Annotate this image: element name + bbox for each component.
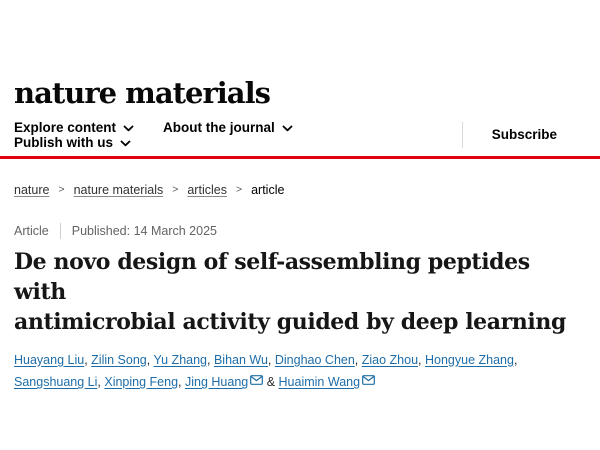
breadcrumb-item-articles[interactable]: articles: [187, 182, 227, 197]
envelope-icon: [250, 375, 263, 385]
article-meta: [14, 223, 586, 239]
envelope-icon: [362, 375, 375, 385]
author-link-zilin-song[interactable]: Zilin Song: [91, 352, 147, 367]
journal-header: [0, 0, 600, 150]
author-link-hongyue-zhang[interactable]: Hongyue Zhang: [424, 352, 514, 367]
breadcrumb-item-article: article: [251, 182, 285, 197]
author-link-huaimin-wang[interactable]: Huaimin Wang: [278, 375, 361, 390]
article-type-label: Article: [14, 223, 49, 238]
nav-item-label: About the journal: [163, 119, 275, 135]
nav-item-label: Subscribe: [491, 127, 557, 143]
journal-logo[interactable]: nature materials: [14, 76, 270, 110]
chevron-down-icon: [282, 125, 293, 132]
article-header: [0, 183, 600, 394]
author-link-yu-zhang[interactable]: Yu Zhang: [153, 352, 207, 367]
nav-item-publish-with-us[interactable]: [14, 135, 131, 150]
breadcrumb-separator: >: [58, 183, 65, 196]
nav-menu: [14, 119, 586, 150]
author-link-ziao-zhou[interactable]: Ziao Zhou: [361, 352, 419, 367]
authors-ampersand: &: [263, 375, 279, 390]
meta-divider: [60, 223, 61, 239]
author-link-xinping-feng[interactable]: Xinping Feng: [104, 375, 179, 390]
author-link-jing-huang[interactable]: Jing Huang: [184, 375, 249, 390]
author-email-icon[interactable]: [250, 368, 263, 391]
breadcrumb-separator: >: [235, 183, 243, 196]
author-link-sangshuang-li[interactable]: Sangshuang Li: [14, 375, 98, 390]
article-title: [14, 248, 586, 338]
breadcrumb-item-nature-materials[interactable]: nature materials: [73, 182, 164, 197]
breadcrumb-separator: >: [172, 183, 179, 196]
nav-item-about-the-journal[interactable]: [163, 120, 293, 135]
published-date: Published: 14 March 2025: [71, 223, 217, 238]
author-link-huayang-liu[interactable]: Huayang Liu: [14, 352, 85, 367]
nav-item-explore-content[interactable]: [14, 120, 134, 135]
author-link-dinghao-chen[interactable]: Dinghao Chen: [274, 352, 355, 367]
breadcrumb: [14, 183, 586, 197]
article-title-line: antimicrobial activity guided by deep learning: [14, 308, 566, 335]
journal-accent-rule: [0, 156, 600, 159]
author-list: Huayang Liu, Zilin Song, Yu Zhang, Bihan Wu, Dinghao Chen, Ziao Zhou, Hongyue Zhang, Sangshuang Li, Xinping Feng, Jing Huang & Huaimin Wang: [14, 352, 518, 390]
author-link-bihan-wu[interactable]: Bihan Wu: [213, 352, 268, 367]
chevron-down-icon: [120, 140, 131, 147]
nav-item-subscribe[interactable]: [492, 127, 557, 142]
nav-divider: [462, 122, 463, 148]
article-title-line: De novo design of self-assembling peptides with: [14, 248, 530, 305]
author-email-icon[interactable]: [362, 368, 375, 391]
nav-item-label: Explore content: [14, 119, 117, 135]
nav-item-label: Publish with us: [14, 134, 114, 150]
breadcrumb-item-nature[interactable]: nature: [14, 182, 50, 197]
chevron-down-icon: [123, 125, 134, 132]
